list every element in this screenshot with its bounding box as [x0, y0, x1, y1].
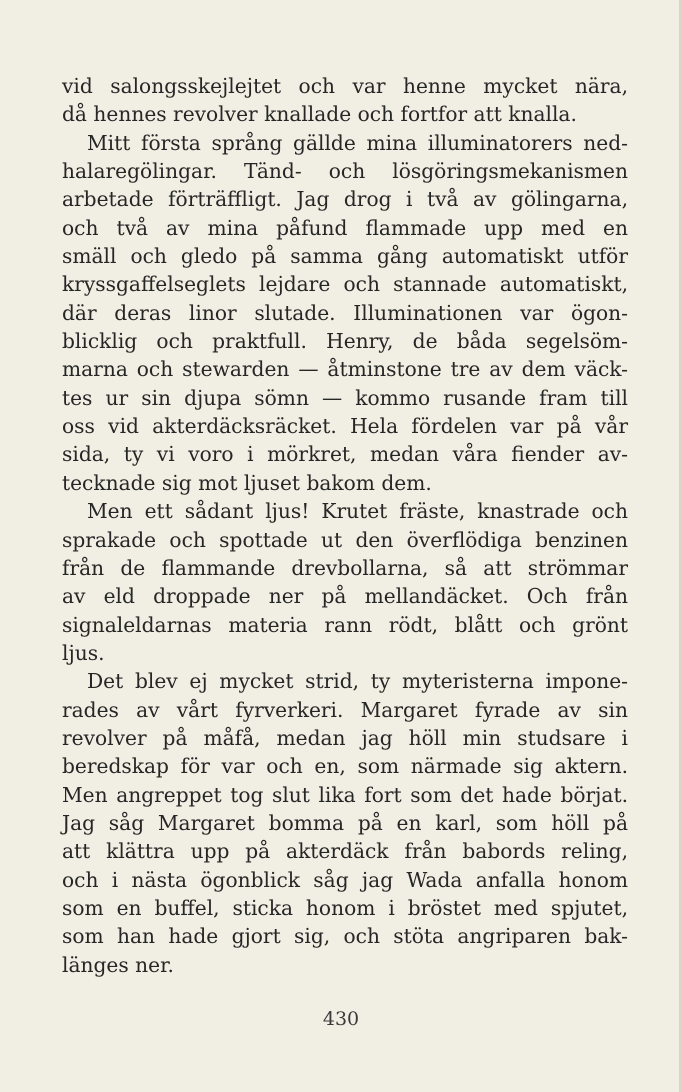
- text-line: där deras linor slutade. Illuminationen var ögon-: [62, 300, 628, 325]
- text-line: som en buffel, sticka honom i bröstet med spjutet,: [62, 895, 628, 920]
- text-line: rades av vårt fyrverkeri. Margaret fyrade av sin: [62, 697, 628, 722]
- text-line: sida, ty vi voro i mörkret, medan våra fiender av-: [62, 442, 628, 467]
- page-number: 430: [322, 1008, 360, 1030]
- text-line: revolver på måfå, medan jag höll min studsare i: [62, 725, 628, 750]
- text-line: Men ett sådant ljus! Krutet fräste, knastrade och: [87, 499, 628, 524]
- text-line: arbetade förträffligt. Jag drog i två av gölingarna,: [62, 187, 628, 212]
- text-line: från de flammande drevbollarna, så att strömmar: [62, 555, 628, 580]
- text-line: halaregölingar. Tänd- och lösgöringsmekanismen: [62, 159, 628, 184]
- paragraph: [62, 497, 628, 667]
- text-line: smäll och gledo på samma gång automatiskt utför: [62, 244, 628, 269]
- text-line: länges ner.: [62, 952, 174, 977]
- text-line: kryssgaffelseglets lejdare och stannade automatiskt,: [62, 272, 628, 297]
- text-line: Jag såg Margaret bomma på en karl, som höll på: [62, 810, 628, 835]
- text-line: vid salongsskejlejtet och var henne mycket nära,: [62, 74, 628, 98]
- text-line: tes ur sin djupa sömn — kommo rusande fram till: [62, 385, 628, 410]
- text-line: Mitt första språng gällde mina illuminatorers ned-: [87, 130, 628, 155]
- paragraph: [62, 667, 628, 979]
- text-line: och två av mina påfund flammade upp med en: [62, 215, 628, 240]
- text-line: då hennes revolver knallade och fortfor att knalla.: [62, 102, 577, 127]
- paragraph: [62, 129, 628, 497]
- text-line: marna och stewarden — åtminstone tre av dem väck-: [62, 357, 628, 382]
- text-line: sprakade och spottade ut den överflödiga benzinen: [62, 527, 628, 552]
- text-line: som han hade gjort sig, och stöta angriparen bak-: [62, 924, 628, 949]
- text-line: av eld droppade ner på mellandäcket. Och från: [62, 584, 628, 609]
- text-line: Men angreppet tog slut lika fort som det hade börjat.: [62, 782, 628, 807]
- text-line: beredskap för var och en, som närmade sig aktern.: [62, 754, 628, 779]
- text-line: blicklig och praktfull. Henry, de båda segelsöm-: [62, 329, 628, 354]
- body-text: [62, 72, 628, 979]
- text-line: oss vid akterdäcksräcket. Hela fördelen var på vår: [62, 414, 628, 439]
- paragraph: [62, 72, 628, 129]
- text-line: Det blev ej mycket strid, ty myteristerna impone-: [87, 669, 628, 694]
- text-line: tecknade sig mot ljuset bakom dem.: [62, 470, 432, 495]
- text-line: ljus.: [62, 640, 105, 665]
- text-line: och i nästa ögonblick såg jag Wada anfalla honom: [62, 867, 628, 892]
- text-line: signaleldarnas materia rann rödt, blått och grönt: [62, 612, 628, 637]
- text-line: att klättra upp på akterdäck från babords reling,: [62, 839, 628, 864]
